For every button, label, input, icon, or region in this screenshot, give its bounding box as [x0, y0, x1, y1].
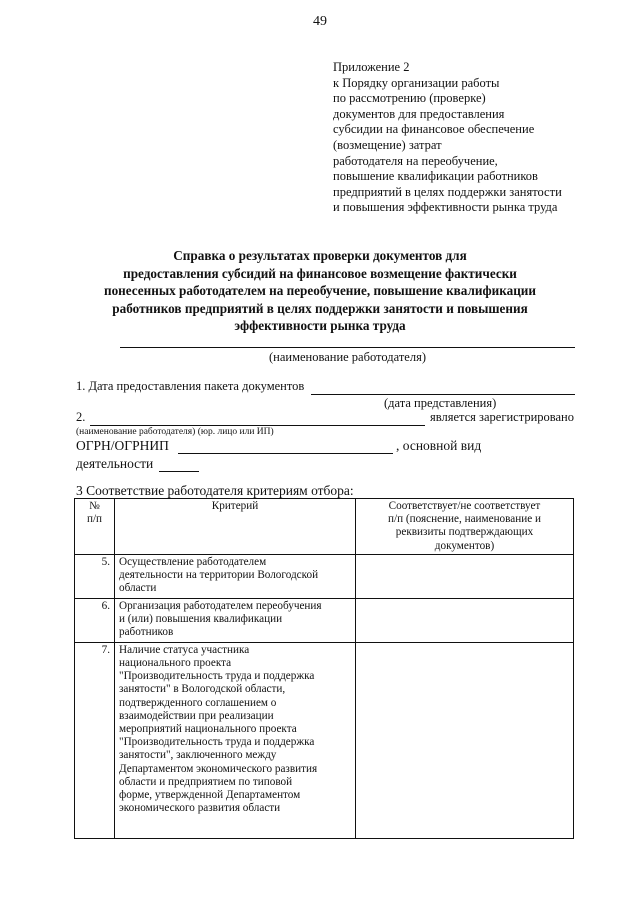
page-number: 49 [313, 14, 327, 29]
appendix-line: (возмещение) затрат [333, 137, 442, 152]
employer-type-field[interactable] [90, 425, 425, 426]
ogrn-suffix: , основной вид [396, 438, 482, 453]
appendix-line: субсидии на финансовое обеспечение [333, 122, 535, 137]
table-header-row [75, 499, 574, 555]
item3-label: 3 Соответствие работодателя критериям отбора: [76, 483, 354, 498]
submission-date-caption: (дата представления) [384, 396, 497, 410]
header-criterion-text: Критерий [211, 500, 259, 512]
appendix-line: повышение квалификации работников [333, 169, 538, 184]
employer-type-caption: (наименование работодателя) (юр. лицо или ИП) [76, 427, 274, 437]
table-row [75, 598, 574, 642]
table-row [75, 554, 574, 598]
criteria-table [74, 498, 574, 839]
employer-name-line[interactable] [120, 347, 575, 348]
row-criterion: Осуществление работодателем деятельности на территории Вологодской области [115, 554, 356, 598]
row-num: 5. [75, 554, 115, 598]
appendix-line: документов для предоставления [333, 106, 505, 121]
ogrn-field[interactable] [178, 453, 393, 454]
title-line: работников предприятий в целях поддержки занятости и повышения [112, 300, 528, 316]
appendix-line: и повышения эффективности рынка труда [333, 200, 558, 215]
item2-suffix: является зарегистрировано [430, 410, 574, 424]
header-num [75, 499, 115, 555]
header-compliance-text: Соответствует/не соответствует п/п (пояснение, наименование и реквизиты подтверждающих документов) [388, 500, 541, 552]
appendix-line: к Порядку организации работы [333, 75, 500, 90]
header-criterion [115, 499, 356, 555]
title-line: Справка о результатах проверки документов для [173, 248, 467, 263]
appendix-line: работодателя на переобучение, [333, 153, 498, 168]
activity-label: деятельности [76, 456, 154, 471]
title-line: эффективности рынка труда [234, 318, 406, 333]
header-num-text: № п/п [86, 500, 103, 526]
employer-caption: (наименование работодателя) [268, 350, 426, 364]
title-line: понесенных работодателем на переобучение, повышение квалификации [103, 283, 537, 298]
row-compliance-cell[interactable] [356, 554, 574, 598]
submission-date-field[interactable] [311, 394, 575, 395]
activity-field[interactable] [159, 471, 199, 472]
row-compliance-cell[interactable] [356, 642, 574, 838]
table-row [75, 642, 574, 838]
row-num: 6. [75, 598, 115, 642]
ogrn-label: ОГРН/ОГРНИП [76, 438, 169, 453]
row-compliance-cell[interactable] [356, 598, 574, 642]
appendix-line: предприятий в целях поддержки занятости [333, 184, 562, 199]
appendix-line: по рассмотрению (проверке) [333, 91, 486, 106]
document-title [70, 247, 570, 335]
header-compliance [356, 499, 574, 555]
row-criterion: Организация работодателем переобучения и (или) повышения квалификации работников [115, 598, 356, 642]
appendix-line: Приложение 2 [333, 60, 410, 74]
row-criterion: Наличие статуса участника национального проекта "Производительность труда и поддержка занятости" в Вологодской области, подтвержденного соглашением о взаимодействии при реализации мероприятий национального проекта "Производительность труда и поддержка занятости", заключенного между Департаментом экономического развития области и предприятием по типовой форме, утвержденной Департаментом экономического развития области [115, 642, 356, 838]
appendix-header [333, 60, 633, 216]
title-line: предоставления субсидий на финансовое возмещение фактически [123, 265, 517, 281]
item2-number: 2. [76, 410, 86, 424]
row-num: 7. [75, 642, 115, 838]
item1-label: 1. Дата предоставления пакета документов [76, 379, 305, 393]
